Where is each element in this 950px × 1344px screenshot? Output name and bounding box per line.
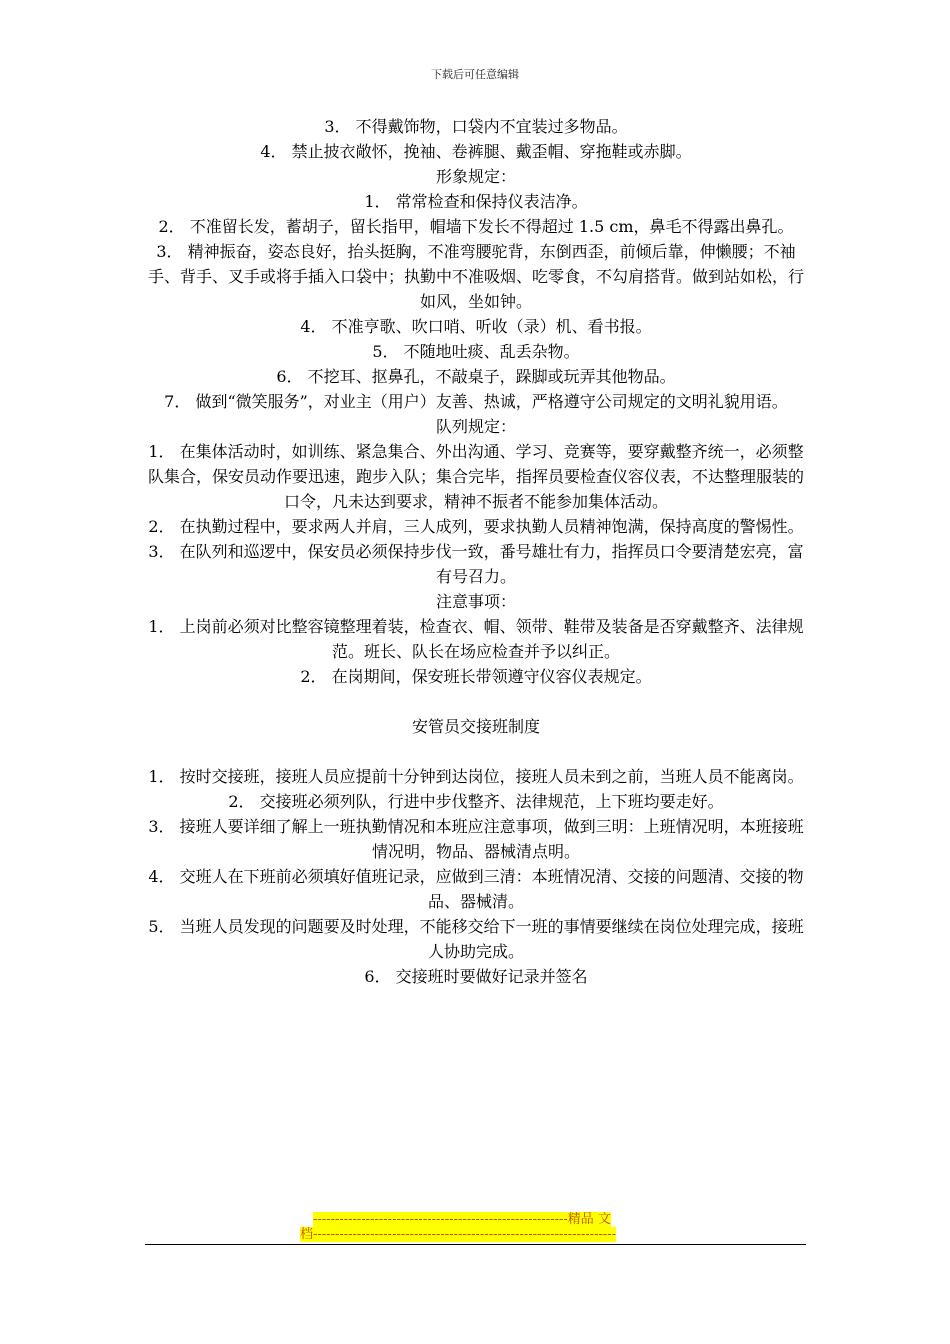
paragraph: 1． 按时交接班，接班人员应提前十分钟到达岗位，接班人员未到之前，当班人员不能离岗。	[148, 767, 804, 786]
document-body	[145, 114, 807, 989]
paragraph: 6． 不挖耳、抠鼻孔，不敲桌子，跺脚或玩弄其他物品。	[276, 367, 676, 386]
paragraph: 6． 交接班时要做好记录并签名	[364, 967, 588, 986]
paragraph: 3． 接班人要详细了解上一班执勤情况和本班应注意事项，做到三明：上班情况明，本班接班情况明，物品、器械清点明。	[148, 817, 804, 861]
footer-line-1: ----------------------------------------------------------精品 文	[313, 1212, 611, 1227]
paragraph: 2． 不准留长发，蓄胡子，留长指甲，帽墙下发长不得超过 1.5 cm，鼻毛不得露出鼻孔。	[158, 217, 794, 236]
paragraph: 1． 上岗前必须对比整容镜整理着装，检查衣、帽、领带、鞋带及装备是否穿戴整齐、法律规范。班长、队长在场应检查并予以纠正。	[148, 617, 804, 661]
paragraph: 7． 做到“微笑服务”，对业主（用户）友善、热诚，严格遵守公司规定的文明礼貌用语。	[164, 392, 788, 411]
footer-divider	[145, 1244, 806, 1245]
paragraph: 2． 在岗期间，保安班长带领遵守仪容仪表规定。	[300, 667, 652, 686]
document-section-title: 安管员交接班制度	[411, 717, 540, 736]
spacer	[145, 739, 807, 764]
footer-watermark	[300, 1212, 650, 1242]
section-heading: 队列规定：	[435, 417, 516, 436]
paragraph: 4． 禁止披衣敞怀，挽袖、卷裤腿、戴歪帽、穿拖鞋或赤脚。	[260, 142, 692, 161]
paragraph: 3． 不得戴饰物，口袋内不宜装过多物品。	[324, 117, 628, 136]
paragraph: 1． 常常检查和保持仪表洁净。	[364, 192, 588, 211]
paragraph: 1． 在集体活动时，如训练、紧急集合、外出沟通、学习、竞赛等，要穿戴整齐统一，必须整队集合，保安员动作要迅速，跑步入队；集合完毕，指挥员要检查仪容仪表，不达整理服装的口令，凡未达到要求，精神不振者不能参加集体活动。	[147, 442, 804, 511]
paragraph: 4． 交班人在下班前必须填好值班记录，应做到三清：本班情况清、交接的问题清、交接的物品、器械清。	[148, 867, 804, 911]
paragraph: 3． 精神振奋，姿态良好，抬头挺胸，不准弯腰驼背，东倒西歪，前倾后靠，伸懒腰；不袖手、背手、叉手或将手插入口袋中；执勤中不准吸烟、吃零食，不勾肩搭背。做到站如松，行如风，坐如钟。	[147, 242, 804, 311]
paragraph: 2． 交接班必须列队，行进中步伐整齐、法律规范，上下班均要走好。	[228, 792, 724, 811]
paragraph: 4． 不准亨歌、吹口哨、听收（录）机、看书报。	[300, 317, 652, 336]
section-heading: 注意事项：	[435, 592, 516, 611]
section-heading: 形象规定：	[435, 167, 516, 186]
paragraph: 5． 当班人员发现的问题要及时处理，不能移交给下一班的事情要继续在岗位处理完成，接班人协助完成。	[148, 917, 804, 961]
page-header: 下载后可任意编辑	[431, 68, 519, 81]
paragraph: 5． 不随地吐痰、乱丢杂物。	[372, 342, 580, 361]
paragraph: 2． 在执勤过程中，要求两人并肩，三人成列，要求执勤人员精神饱满，保持高度的警惕性。	[148, 517, 804, 536]
paragraph: 3． 在队列和巡逻中，保安员必须保持步伐一致，番号雄壮有力，指挥员口令要清楚宏亮，富有号召力。	[148, 542, 804, 586]
spacer	[145, 689, 807, 714]
footer-line-2: 档---------------------------------------------------------------------	[300, 1227, 617, 1242]
